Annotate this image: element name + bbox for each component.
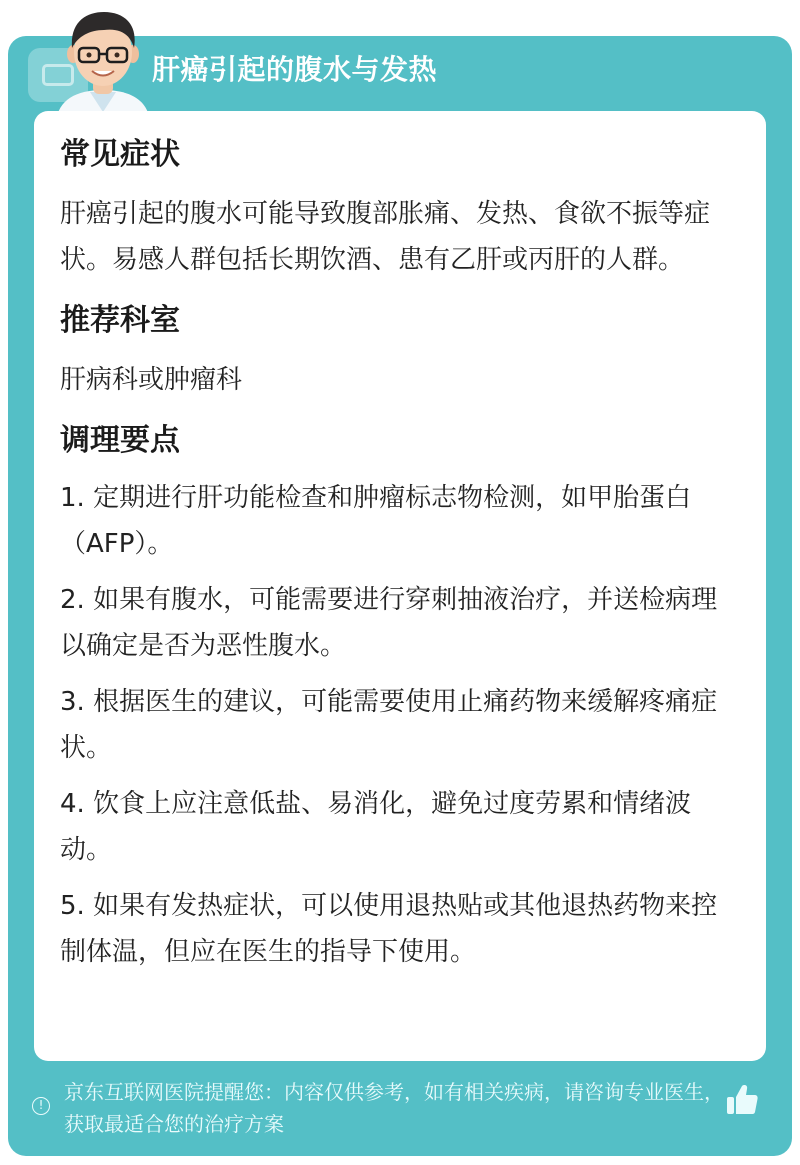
care-item: 3. 根据医生的建议，可能需要使用止痛药物来缓解疼痛症状。 [60, 687, 718, 763]
care-item: 1. 定期进行肝功能检查和肿瘤标志物检测，如甲胎蛋白（AFP）。 [60, 483, 692, 559]
info-icon: ! [32, 1097, 50, 1115]
care-item: 4. 饮食上应注意低盐、易消化，避免过度劳累和情绪波动。 [60, 789, 692, 865]
page-title: 肝癌引起的腹水与发热 [152, 53, 438, 86]
section-body-symptoms: 肝癌引起的腹水可能导致腹部胀痛、发热、食欲不振等症状。易感人群包括长期饮酒、患有乙肝或丙肝的人群。 [60, 199, 711, 275]
care-item: 5. 如果有发热症状，可以使用退热贴或其他退热药物来控制体温，但应在医生的指导下使用。 [60, 891, 718, 967]
doctor-avatar [48, 8, 158, 122]
section-title-symptoms: 常见症状 [60, 137, 180, 172]
disclaimer-text: 京东互联网医院提醒您：内容仅供参考，如有相关疾病，请咨询专业医生，获取最适合您的治疗方案 [64, 1080, 724, 1136]
content-panel [34, 111, 766, 1061]
care-item: 2. 如果有腹水，可能需要进行穿刺抽液治疗，并送检病理以确定是否为恶性腹水。 [60, 585, 718, 661]
section-title-care: 调理要点 [60, 423, 180, 458]
section-body-department: 肝病科或肿瘤科 [60, 365, 243, 395]
article-card [8, 36, 792, 1156]
care-list [60, 475, 740, 975]
disclaimer-footer [34, 1076, 734, 1140]
thumbs-up-icon[interactable] [724, 1082, 760, 1118]
section-title-department: 推荐科室 [60, 303, 180, 338]
